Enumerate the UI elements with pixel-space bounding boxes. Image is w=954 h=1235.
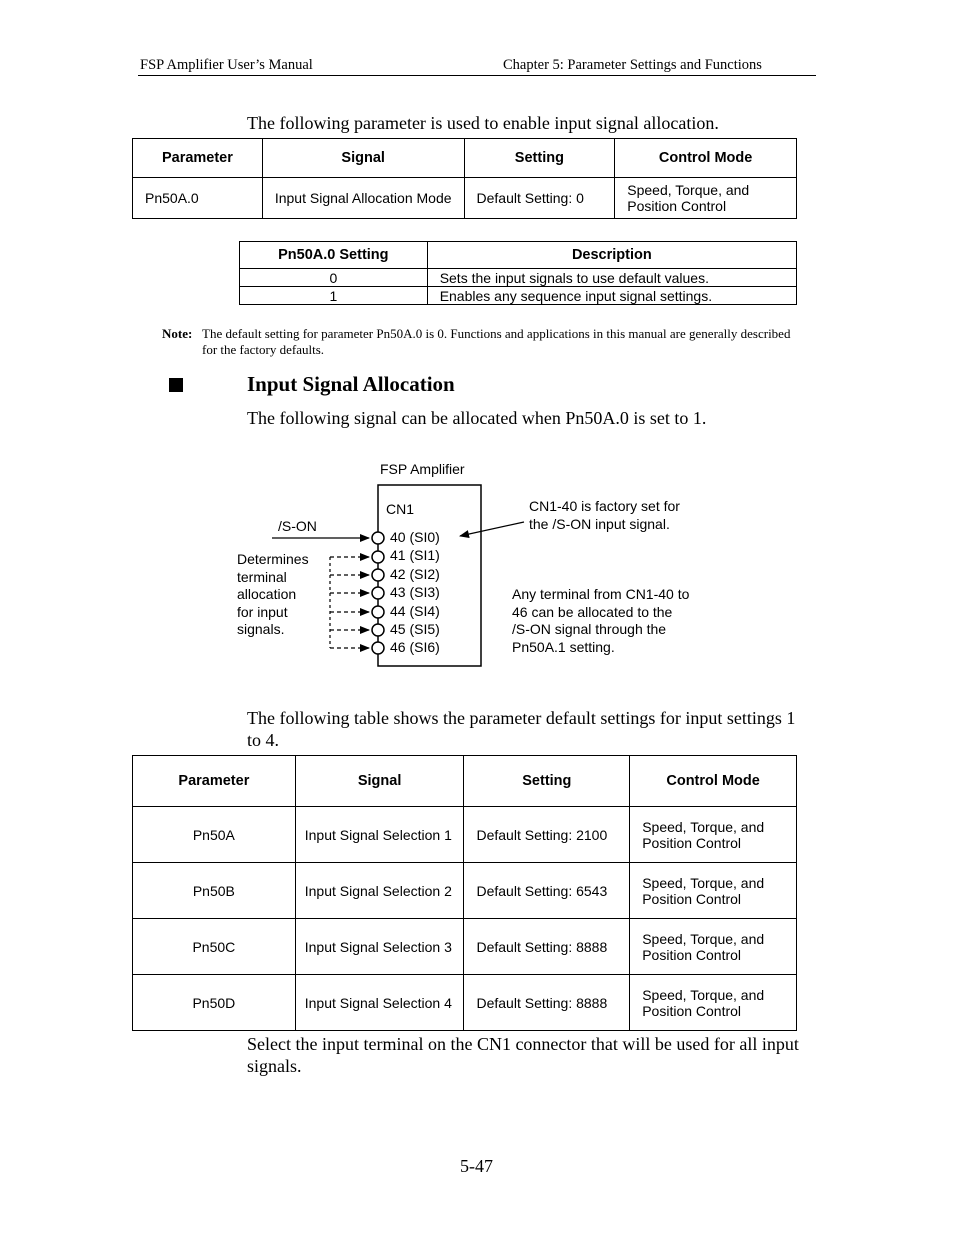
table-cell: Input Signal Selection 4	[295, 975, 464, 1031]
table-cell: Pn50A	[133, 807, 296, 863]
column-header: Parameter	[133, 139, 263, 178]
table-cell: Pn50B	[133, 863, 296, 919]
amplifier-title: FSP Amplifier	[380, 461, 465, 477]
table-cell: Enables any sequence input signal settings.	[427, 287, 796, 305]
pin-circles	[372, 532, 384, 654]
pin-label: 45 (SI5)	[390, 621, 440, 638]
section-title: Input Signal Allocation	[247, 372, 455, 396]
callout-line: 46 can be allocated to the	[512, 603, 673, 620]
header-manual-title: FSP Amplifier User’s Manual	[140, 57, 313, 73]
table-cell: Input Signal Allocation Mode	[262, 178, 464, 219]
left-note-line: for input	[237, 603, 288, 620]
left-note-line: terminal	[237, 568, 287, 585]
table-cell: Pn50C	[133, 919, 296, 975]
table-cell: Sets the input signals to use default values.	[427, 269, 796, 287]
callout-arrow	[460, 522, 524, 536]
callout-line: /S-ON signal through the	[512, 621, 667, 637]
table-cell: Speed, Torque, and Position Control	[630, 919, 797, 975]
note-text: The default setting for parameter Pn50A.0 is 0. Functions and applications in this manual are generally described for the factory defaults.	[202, 326, 791, 357]
callout-line: Pn50A.1 setting.	[512, 638, 615, 655]
table-cell: Pn50A.0	[133, 178, 263, 219]
pin-list	[390, 528, 440, 657]
table-cell: Speed, Torque, and Position Control	[630, 975, 797, 1031]
table-cell: Default Setting: 0	[464, 178, 615, 219]
dashed-pin-arrows	[330, 557, 369, 648]
left-note	[237, 551, 309, 639]
column-header: Signal	[295, 756, 464, 807]
column-header: Pn50A.0 Setting	[240, 242, 428, 269]
input-settings-table	[132, 755, 797, 1031]
column-header: Setting	[464, 139, 615, 178]
table-cell: Default Setting: 6543	[464, 863, 630, 919]
table-cell: 1	[240, 287, 428, 305]
column-header: Signal	[262, 139, 464, 178]
column-header: Parameter	[133, 756, 296, 807]
table-cell: Speed, Torque, and Position Control	[630, 807, 797, 863]
callout-bottom	[512, 586, 689, 656]
table-row	[133, 863, 797, 919]
section-subtitle: The following signal can be allocated when Pn50A.0 is set to 1.	[247, 408, 707, 428]
left-note-line: signals.	[237, 621, 285, 637]
page-number: 5-47	[460, 1156, 493, 1176]
callout-top	[529, 498, 680, 533]
table-row	[133, 919, 797, 975]
table-cell: Speed, Torque, and Position Control	[615, 178, 797, 219]
table-cell: Pn50D	[133, 975, 296, 1031]
table-cell: Default Setting: 8888	[464, 975, 630, 1031]
column-header: Setting	[464, 756, 630, 807]
pin-label: 43 (SI3)	[390, 584, 440, 601]
intro-paragraph: The following parameter is used to enable input signal allocation.	[247, 113, 719, 133]
callout-line: CN1-40 is factory set for	[529, 498, 680, 514]
pin-label: 44 (SI4)	[390, 602, 440, 619]
left-note-line: allocation	[237, 586, 297, 602]
table-cell: Default Setting: 8888	[464, 919, 630, 975]
column-header: Control Mode	[630, 756, 797, 807]
table-cell: Speed, Torque, and Position Control	[630, 863, 797, 919]
column-header: Description	[427, 242, 796, 269]
header-chapter-title: Chapter 5: Parameter Settings and Functions	[503, 57, 762, 73]
table-cell: Input Signal Selection 2	[295, 863, 464, 919]
table-cell: Input Signal Selection 1	[295, 807, 464, 863]
pin-label: 40 (SI0)	[390, 529, 440, 545]
table-cell: Input Signal Selection 3	[295, 919, 464, 975]
callout-line: Any terminal from CN1-40 to	[512, 586, 690, 602]
pin-label: 42 (SI2)	[390, 565, 440, 582]
table3-intro: The following table shows the parameter default settings for input settings 1 to 4.	[247, 708, 796, 750]
note-label: Note:	[162, 326, 193, 341]
pin-label: 41 (SI1)	[390, 547, 440, 564]
column-header: Control Mode	[615, 139, 797, 178]
pin-label: 46 (SI6)	[390, 639, 440, 656]
table-row	[133, 807, 797, 863]
left-note-line: Determines	[237, 551, 309, 567]
table-row	[133, 975, 797, 1031]
table-cell: Default Setting: 2100	[464, 807, 630, 863]
table-header-row	[133, 756, 797, 807]
callout-line: the /S-ON input signal.	[529, 515, 670, 532]
closing-paragraph: Select the input terminal on the CN1 connector that will be used for all input signals.	[247, 1034, 799, 1076]
s-on-signal-label: /S-ON	[278, 518, 317, 534]
table-cell: 0	[240, 269, 428, 287]
connector-label: CN1	[386, 501, 415, 517]
